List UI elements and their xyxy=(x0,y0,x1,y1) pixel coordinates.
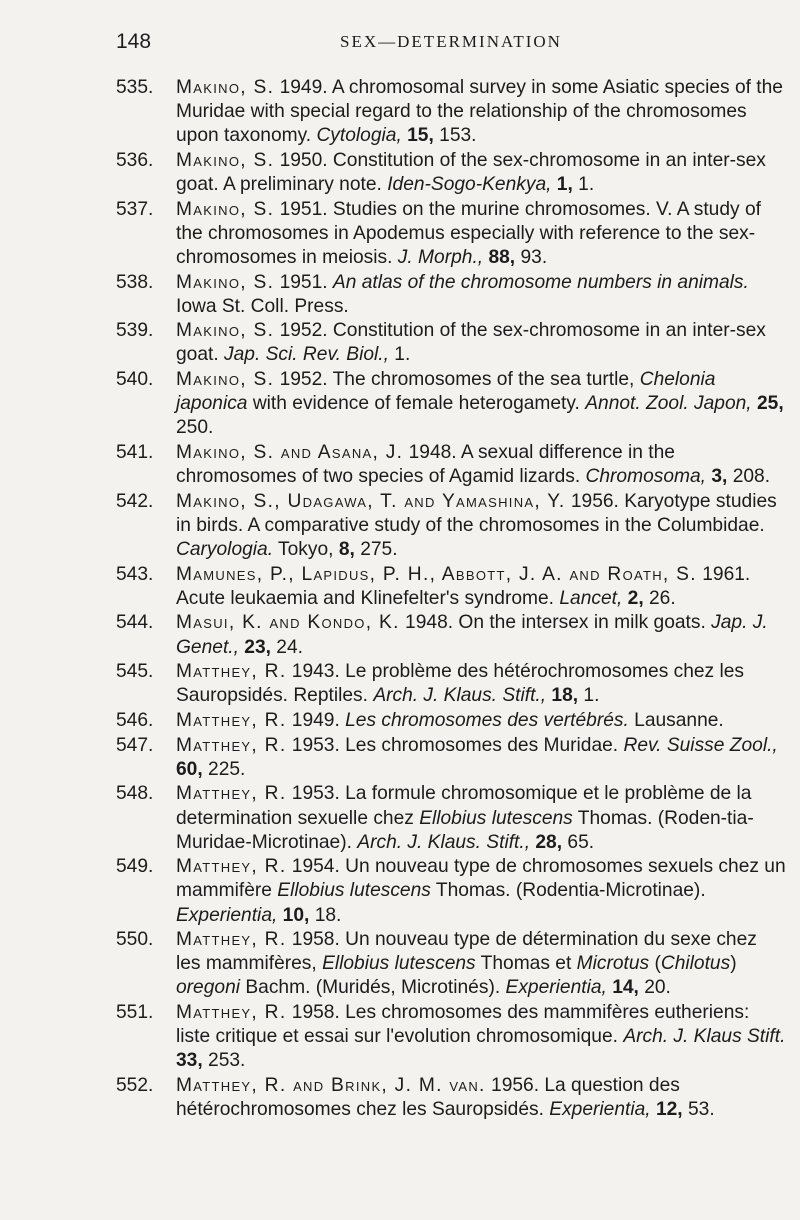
page-number: 148 xyxy=(116,30,152,53)
reference-entry xyxy=(116,1074,786,1122)
reference-italic-text: Arch. J. Klaus. Stift., xyxy=(357,831,531,853)
reference-text: Thomas. (Roden-tia-Muridae-Microtinae). xyxy=(176,807,754,853)
reference-number: 549. xyxy=(116,856,154,878)
reference-text: 26. xyxy=(643,587,676,609)
reference-volume: 23, xyxy=(244,636,271,658)
reference-volume: 25, xyxy=(756,393,784,415)
reference-entry xyxy=(116,441,786,489)
reference-authors: Makino, S. and Asana, J. xyxy=(176,441,404,463)
reference-text: 1. xyxy=(572,173,595,195)
reference-entry xyxy=(116,368,786,440)
reference-authors: Makino, S. xyxy=(176,369,275,391)
reference-entry xyxy=(116,709,786,733)
reference-italic-text: Les chromosomes des vertébrés. xyxy=(345,709,629,731)
reference-volume: 18, xyxy=(551,685,579,707)
reference-text: 153. xyxy=(433,125,477,147)
reference-italic-text: Arch. J. Klaus Stift. xyxy=(623,1026,786,1048)
reference-volume: 33, xyxy=(176,1050,203,1072)
reference-italic-text: Caryologia. xyxy=(176,538,274,560)
reference-number: 536. xyxy=(116,149,154,171)
reference-number: 546. xyxy=(116,709,154,731)
reference-italic-text: Ellobius lutescens xyxy=(322,953,476,975)
reference-text: Iowa St. Coll. Press. xyxy=(176,295,349,317)
reference-text: 18. xyxy=(309,904,342,926)
page-header xyxy=(116,30,786,60)
reference-text: Lausanne. xyxy=(628,709,724,731)
reference-text: 253. xyxy=(202,1050,246,1072)
reference-entry xyxy=(116,855,786,927)
reference-text: with evidence of female heterogamety. xyxy=(247,393,586,415)
reference-text: 1949. A chromosomal survey in some Asiatic species of the Muridae with special regard to the relationship of the chromosomes upon taxonomy. xyxy=(176,77,783,147)
reference-text: Thomas. (Rodentia-Microtinae). xyxy=(430,880,706,902)
reference-text: 275. xyxy=(354,538,398,560)
reference-text: 1950. Constitution of the sex-chromosome in an inter-sex goat. A preliminary note. xyxy=(176,149,766,195)
reference-number: 551. xyxy=(116,1002,154,1024)
reference-number: 541. xyxy=(116,441,154,463)
reference-italic-text: Cytologia, xyxy=(316,125,402,147)
reference-number: 539. xyxy=(116,320,154,342)
reference-authors: Matthey, R. and Brink, J. M. van. xyxy=(176,1074,486,1096)
reference-authors: Makino, S. xyxy=(176,149,275,171)
reference-entry xyxy=(116,563,786,611)
reference-entry xyxy=(116,611,786,659)
reference-entry xyxy=(116,76,786,148)
reference-text: 1943. Le problème des hétérochromosomes chez les Sauropsidés. Reptiles. xyxy=(176,661,745,707)
reference-text: 1958. Un nouveau type de détermination du sexe chez les mammifères, xyxy=(176,929,757,975)
reference-italic-text: Arch. J. Klaus. Stift., xyxy=(373,685,547,707)
reference-number: 547. xyxy=(116,734,154,756)
reference-text: 208. xyxy=(727,466,771,488)
reference-authors: Matthey, R. xyxy=(176,734,287,756)
reference-authors: Matthey, R. xyxy=(176,709,287,731)
reference-authors: Matthey, R. xyxy=(176,661,287,683)
reference-text: ( xyxy=(649,953,661,975)
reference-number: 550. xyxy=(116,929,154,951)
reference-volume: 2, xyxy=(627,587,644,609)
reference-number: 545. xyxy=(116,661,154,683)
reference-entry xyxy=(116,490,786,562)
reference-text: 1956. Karyotype studies in birds. A comparative study of the chromosomes in the Columbidae. xyxy=(176,490,777,536)
reference-italic-text: Jap. J. Genet., xyxy=(176,612,768,658)
reference-italic-text: Ellobius lutescens xyxy=(419,807,573,829)
reference-entry xyxy=(116,734,786,782)
reference-italic-text: Iden-Sogo-Kenkya, xyxy=(387,173,552,195)
reference-number: 540. xyxy=(116,369,154,391)
reference-volume: 10, xyxy=(282,904,310,926)
reference-italic-text: Chromosoma, xyxy=(585,466,707,488)
reference-number: 543. xyxy=(116,563,154,585)
reference-number: 535. xyxy=(116,77,154,98)
reference-number: 544. xyxy=(116,612,154,634)
reference-italic-text: Experientia, xyxy=(176,904,278,926)
reference-text: 1953. Les chromosomes des Muridae. xyxy=(286,734,624,756)
reference-italic-text: Experientia, xyxy=(549,1099,651,1121)
reference-text: 1. xyxy=(388,344,411,366)
reference-text: 53. xyxy=(682,1099,715,1121)
reference-volume: 12, xyxy=(655,1099,683,1121)
reference-entry xyxy=(116,1001,786,1073)
reference-text: 20. xyxy=(638,977,671,999)
reference-entry xyxy=(116,319,786,367)
reference-volume: 14, xyxy=(612,977,639,999)
reference-text: 93. xyxy=(515,246,548,268)
reference-authors: Matthey, R. xyxy=(176,783,287,805)
reference-entry xyxy=(116,660,786,708)
reference-text: Bachm. (Muridés, Microtinés). xyxy=(240,977,506,999)
reference-authors: Matthey, R. xyxy=(176,1002,287,1024)
reference-text: ) xyxy=(730,953,737,975)
reference-text: 225. xyxy=(202,758,246,780)
reference-authors: Makino, S., Udagawa, T. and Yamashina, Y. xyxy=(176,490,566,512)
reference-authors: Mamunes, P., Lapidus, P. H., Abbott, J. A. and Roath, S. xyxy=(176,563,697,585)
reference-number: 538. xyxy=(116,271,154,293)
reference-italic-text: Ellobius lutescens xyxy=(277,880,431,902)
reference-italic-text: oregoni xyxy=(176,977,241,999)
reference-authors: Matthey, R. xyxy=(176,929,287,951)
reference-italic-text: Rev. Suisse Zool., xyxy=(623,734,778,756)
reference-text: 1. xyxy=(578,685,600,707)
reference-text: 1958. Les chromosomes des mammifères eutheriens: liste critique et essai sur l'evolution chromosomique. xyxy=(176,1002,750,1048)
reference-volume: 28, xyxy=(535,831,563,853)
reference-authors: Makino, S. xyxy=(176,320,275,342)
reference-volume: 8, xyxy=(338,538,355,560)
reference-text: 1951. Studies on the murine chromosomes. V. A study of the chromosomes in Apodemus especially with reference to the sex-chromosomes in meiosis. xyxy=(176,198,761,268)
reference-number: 548. xyxy=(116,783,154,805)
reference-italic-text: An atlas of the chromosome numbers in animals. xyxy=(332,271,749,293)
reference-volume: 1, xyxy=(556,173,573,195)
reference-text: Thomas et xyxy=(475,953,577,975)
reference-authors: Makino, S. xyxy=(176,77,275,98)
reference-italic-text: Microtus xyxy=(576,953,650,975)
reference-text: 1949. xyxy=(286,709,346,731)
reference-entry xyxy=(116,271,786,319)
reference-authors: Makino, S. xyxy=(176,271,275,293)
reference-text: 1953. La formule chromosomique et le problème de la determination sexuelle chez xyxy=(176,783,752,829)
reference-text: 1961. Acute leukaemia and Klinefelter's syndrome. xyxy=(176,563,751,609)
reference-number: 542. xyxy=(116,490,154,512)
reference-italic-text: Chelonia japonica xyxy=(176,369,716,415)
reference-italic-text: J. Morph., xyxy=(397,246,484,268)
reference-entry xyxy=(116,782,786,854)
reference-italic-text: Experientia, xyxy=(505,977,607,999)
running-title: SEX—DETERMINATION xyxy=(340,32,562,51)
reference-text: Tokyo, xyxy=(273,538,339,560)
reference-entry xyxy=(116,149,786,197)
reference-number: 552. xyxy=(116,1074,154,1096)
reference-italic-text: Annot. Zool. Japon, xyxy=(585,393,752,415)
reference-text: 24. xyxy=(270,636,303,658)
reference-text: 1948. A sexual difference in the chromosomes of two species of Agamid lizards. xyxy=(176,441,675,488)
reference-text: 250. xyxy=(176,417,214,439)
reference-list xyxy=(116,76,786,1123)
reference-text: 65. xyxy=(562,831,595,853)
reference-italic-text: Lancet, xyxy=(559,587,623,609)
reference-volume: 15, xyxy=(407,125,434,147)
reference-authors: Matthey, R. xyxy=(176,856,287,878)
reference-text: 1948. On the intersex in milk goats. xyxy=(399,612,712,634)
reference-text: 1951. xyxy=(274,271,333,293)
reference-volume: 3, xyxy=(711,466,728,488)
reference-text: 1956. La question des hétérochromosomes chez les Sauropsidés. xyxy=(176,1074,680,1121)
reference-authors: Masui, K. and Kondo, K. xyxy=(176,612,400,634)
reference-authors: Makino, S. xyxy=(176,198,275,220)
reference-text: 1952. Constitution of the sex-chromosome in an inter-sex goat. xyxy=(176,320,766,366)
reference-entry xyxy=(116,928,786,1000)
reference-italic-text: Jap. Sci. Rev. Biol., xyxy=(224,344,389,366)
reference-italic-text: Chilotus xyxy=(660,953,731,975)
reference-volume: 88, xyxy=(488,246,516,268)
reference-volume: 60, xyxy=(176,758,203,780)
reference-text: 1954. Un nouveau type de chromosomes sexuels chez un mammifère xyxy=(176,856,786,902)
reference-text: 1952. The chromosomes of the sea turtle, xyxy=(274,369,640,391)
reference-number: 537. xyxy=(116,198,154,220)
reference-entry xyxy=(116,198,786,270)
